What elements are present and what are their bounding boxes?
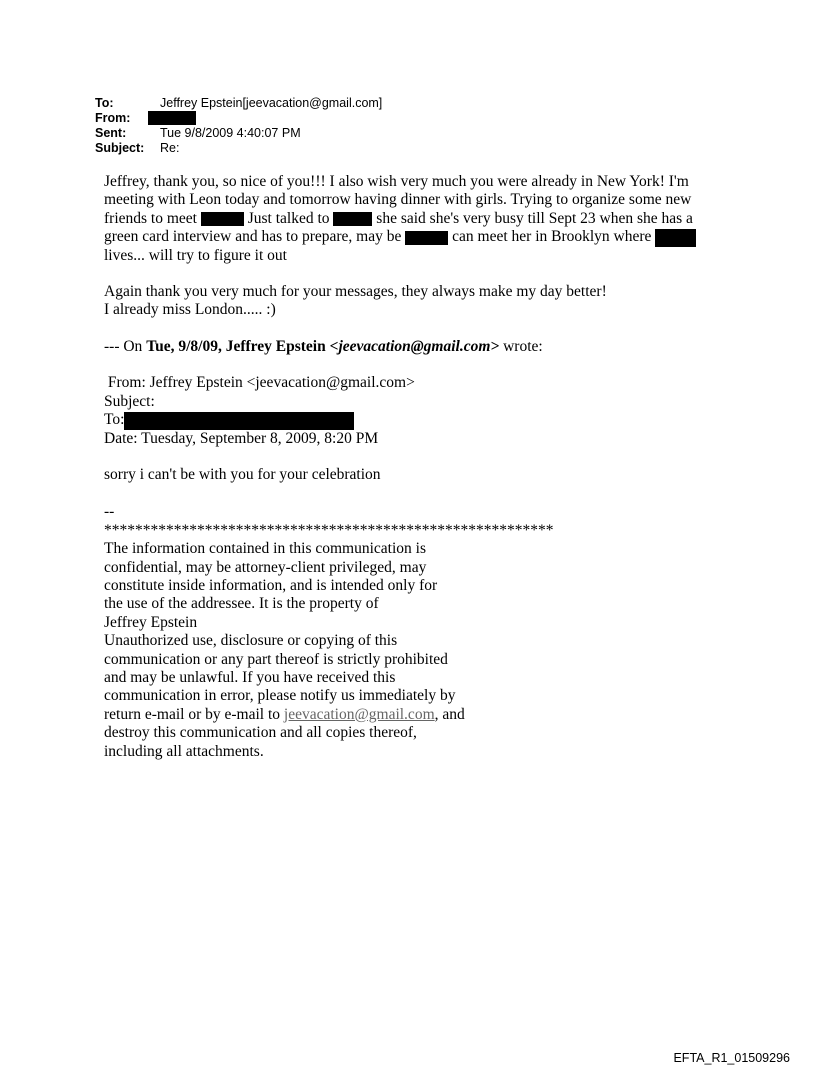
body-text: green card interview and has to prepare, may be [104, 228, 402, 246]
disclaimer-line: constitute inside information, and is intended only for [104, 576, 438, 594]
body-text: friends to meet [104, 209, 197, 227]
disclaimer-line: communication or any part thereof is strictly prohibited [104, 650, 448, 668]
disclaimer-line: communication in error, please notify us immediately by [104, 687, 456, 705]
quote-attribution [104, 338, 714, 356]
email-body [104, 173, 714, 761]
disclaimer-line: and may be unlawful. If you have received this [104, 669, 396, 686]
to-row [95, 96, 382, 111]
body-line [104, 210, 714, 228]
quoted-to-label: To: [104, 411, 125, 429]
redaction-box [333, 212, 372, 226]
disclaimer-text: , and [434, 705, 465, 723]
body-text: she said she's very busy till Sept 23 when she has a [376, 209, 693, 227]
to-value: Jeffrey Epstein[jeevacation@gmail.com] [160, 96, 383, 110]
separator-stars: ********************************************************** [104, 521, 554, 539]
disclaimer-line: confidential, may be attorney-client privileged, may [104, 558, 427, 576]
document-id: EFTA_R1_01509296 [673, 1051, 790, 1065]
redaction-box [148, 111, 196, 125]
disclaimer-line [104, 706, 714, 724]
from-label: From: [95, 111, 131, 125]
body-line: I already miss London..... :) [104, 301, 276, 319]
quote-date: Tue, 9/8/09, Jeffrey Epstein [146, 337, 330, 355]
to-label: To: [95, 96, 114, 110]
subject-value: Re: [160, 141, 180, 155]
disclaimer-line: including all attachments. [104, 742, 264, 760]
disclaimer-line: Jeffrey Epstein [104, 613, 198, 631]
subject-label: Subject: [95, 141, 145, 155]
subject-row [95, 141, 382, 156]
quote-email: <jeevacation@gmail.com> [329, 337, 500, 355]
signature-dashes: -- [104, 503, 115, 521]
redaction-box [201, 212, 244, 226]
redaction-box [655, 229, 696, 247]
sent-row [95, 126, 382, 141]
body-line [104, 228, 714, 246]
disclaimer-line: The information contained in this communication is [104, 540, 426, 558]
disclaimer-line: the use of the addressee. It is the property of [104, 595, 379, 613]
email-header [95, 96, 382, 156]
body-line: Jeffrey, thank you, so nice of you!!! I also wish very much you were already in New York! I'm [104, 173, 689, 190]
disclaimer-text: return e-mail or by e-mail to [104, 705, 284, 723]
quoted-body: sorry i can't be with you for your celebration [104, 465, 381, 483]
disclaimer-line: Unauthorized use, disclosure or copying of this [104, 632, 398, 650]
quote-prefix: --- On [104, 337, 147, 355]
quote-suffix: wrote: [499, 337, 543, 355]
quoted-to-line [104, 411, 714, 429]
quoted-subject-line: Subject: [104, 392, 155, 410]
redaction-box [124, 412, 354, 430]
from-row [95, 111, 382, 126]
body-text: can meet her in Brooklyn where [452, 228, 652, 246]
email-link[interactable]: jeevacation@gmail.com [283, 705, 435, 723]
quoted-date-line: Date: Tuesday, September 8, 2009, 8:20 PM [104, 429, 379, 447]
body-line: meeting with Leon today and tomorrow having dinner with girls. Trying to organize some new [104, 191, 692, 209]
sent-label: Sent: [95, 126, 127, 140]
sent-value: Tue 9/8/2009 4:40:07 PM [160, 126, 301, 140]
body-text: Just talked to [247, 209, 330, 227]
redaction-box [405, 231, 448, 245]
body-line: lives... will try to figure it out [104, 246, 287, 264]
disclaimer-line: destroy this communication and all copies thereof, [104, 724, 417, 742]
quoted-from-line: From: Jeffrey Epstein <jeevacation@gmail.com> [104, 374, 415, 392]
body-line: Again thank you very much for your messages, they always make my day better! [104, 283, 607, 301]
